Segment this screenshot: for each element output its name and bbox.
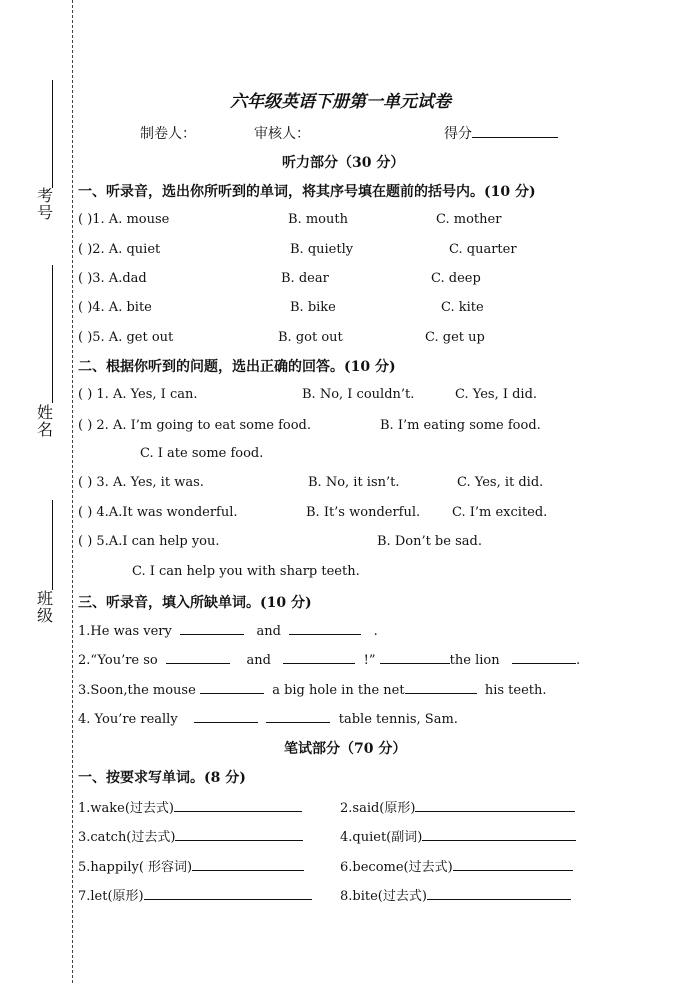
answer-blank[interactable] <box>192 858 304 871</box>
answer-blank[interactable] <box>144 887 312 900</box>
class-label: 班级 <box>36 589 53 625</box>
option-b: B. quietly <box>290 242 354 257</box>
option-c: C. I can help you with sharp teeth. <box>132 564 360 579</box>
list-item: ( ) 2. A. I’m going to eat some food. <box>78 418 312 433</box>
option-c: C. Yes, I did. <box>455 387 538 402</box>
option-c: C. quarter <box>449 242 517 257</box>
listening-part2-heading: 二、根据你听到的问题，选出正确的回答。(10 分) <box>78 359 396 375</box>
fill-line-1: 1.He was very and . <box>78 624 378 639</box>
writing-section-title: 笔试部分（70 分） <box>284 741 407 757</box>
answer-blank[interactable] <box>180 622 244 635</box>
list-item: 3.catch(过去式) <box>78 826 303 845</box>
listening-part1-heading: 一、听录音，选出你所听到的单词，将其序号填在题前的括号内。(10 分) <box>78 184 536 200</box>
answer-blank[interactable] <box>422 828 576 841</box>
answer-blank[interactable] <box>415 799 575 812</box>
exam-number-line <box>52 80 53 188</box>
class-line <box>52 500 53 590</box>
list-item: ( ) 4.A.It was wonderful. <box>78 505 238 520</box>
list-item: ( )5. A. get out <box>78 330 174 345</box>
answer-blank[interactable] <box>512 651 576 664</box>
writing-part1-heading: 一、按要求写单词。(8 分) <box>78 770 246 786</box>
answer-blank[interactable] <box>166 651 230 664</box>
binding-dashed-line <box>72 0 73 983</box>
list-item: 5.happily( 形容词) <box>78 856 304 875</box>
listening-part3-heading: 三、听录音，填入所缺单词。(10 分) <box>78 595 312 611</box>
maker-label: 制卷人： <box>140 126 196 142</box>
answer-blank[interactable] <box>380 651 450 664</box>
answer-blank[interactable] <box>200 681 264 694</box>
answer-blank[interactable] <box>194 710 258 723</box>
option-b: B. Don’t be sad. <box>377 534 482 549</box>
option-c: C. Yes, it did. <box>457 475 544 490</box>
answer-blank[interactable] <box>427 887 571 900</box>
option-c: C. kite <box>441 300 484 315</box>
answer-blank[interactable] <box>283 651 355 664</box>
list-item: ( ) 1. A. Yes, I can. <box>78 387 198 402</box>
score-blank[interactable] <box>472 125 558 138</box>
list-item: 8.bite(过去式) <box>340 885 571 904</box>
student-name-line <box>52 265 53 403</box>
list-item: 7.let(原形) <box>78 885 312 904</box>
option-c: C. mother <box>436 212 502 227</box>
answer-blank[interactable] <box>266 710 330 723</box>
option-c: C. I’m excited. <box>452 505 548 520</box>
option-b: B. bike <box>290 300 336 315</box>
fill-line-4: 4. You’re really table tennis, Sam. <box>78 712 458 727</box>
student-name-label: 姓名 <box>36 403 53 439</box>
option-b: B. mouth <box>288 212 348 227</box>
answer-blank[interactable] <box>175 828 303 841</box>
answer-blank[interactable] <box>289 622 361 635</box>
list-item: ( )2. A. quiet <box>78 242 161 257</box>
list-item: 4.quiet(副词) <box>340 826 576 845</box>
answer-blank[interactable] <box>174 799 302 812</box>
reviewer-label: 审核人： <box>254 126 310 142</box>
option-b: B. got out <box>278 330 343 345</box>
option-b: B. It’s wonderful. <box>306 505 421 520</box>
list-item: ( )1. A. mouse <box>78 212 170 227</box>
exam-number-label: 考号 <box>36 186 53 222</box>
list-item: ( )4. A. bite <box>78 300 152 315</box>
list-item: ( )3. A.dad <box>78 271 147 286</box>
answer-blank[interactable] <box>405 681 477 694</box>
list-item: ( ) 3. A. Yes, it was. <box>78 475 204 490</box>
page-title: 六年级英语下册第一单元试卷 <box>230 92 451 112</box>
list-item: 6.become(过去式) <box>340 856 573 875</box>
list-item: ( ) 5.A.I can help you. <box>78 534 220 549</box>
option-c: C. deep <box>431 271 481 286</box>
option-c: C. I ate some food. <box>140 446 264 461</box>
option-c: C. get up <box>425 330 485 345</box>
list-item: 2.said(原形) <box>340 797 575 816</box>
list-item: 1.wake(过去式) <box>78 797 302 816</box>
option-b: B. dear <box>281 271 329 286</box>
listening-section-title: 听力部分（30 分） <box>282 155 405 171</box>
score-label: 得分 <box>444 123 558 143</box>
option-b: B. I’m eating some food. <box>380 418 541 433</box>
fill-line-2: 2.“You’re so and !” the lion . <box>78 653 581 668</box>
fill-line-3: 3.Soon,the mouse a big hole in the net his teeth. <box>78 683 547 698</box>
option-b: B. No, it isn’t. <box>308 475 400 490</box>
answer-blank[interactable] <box>453 858 573 871</box>
option-b: B. No, I couldn’t. <box>302 387 415 402</box>
